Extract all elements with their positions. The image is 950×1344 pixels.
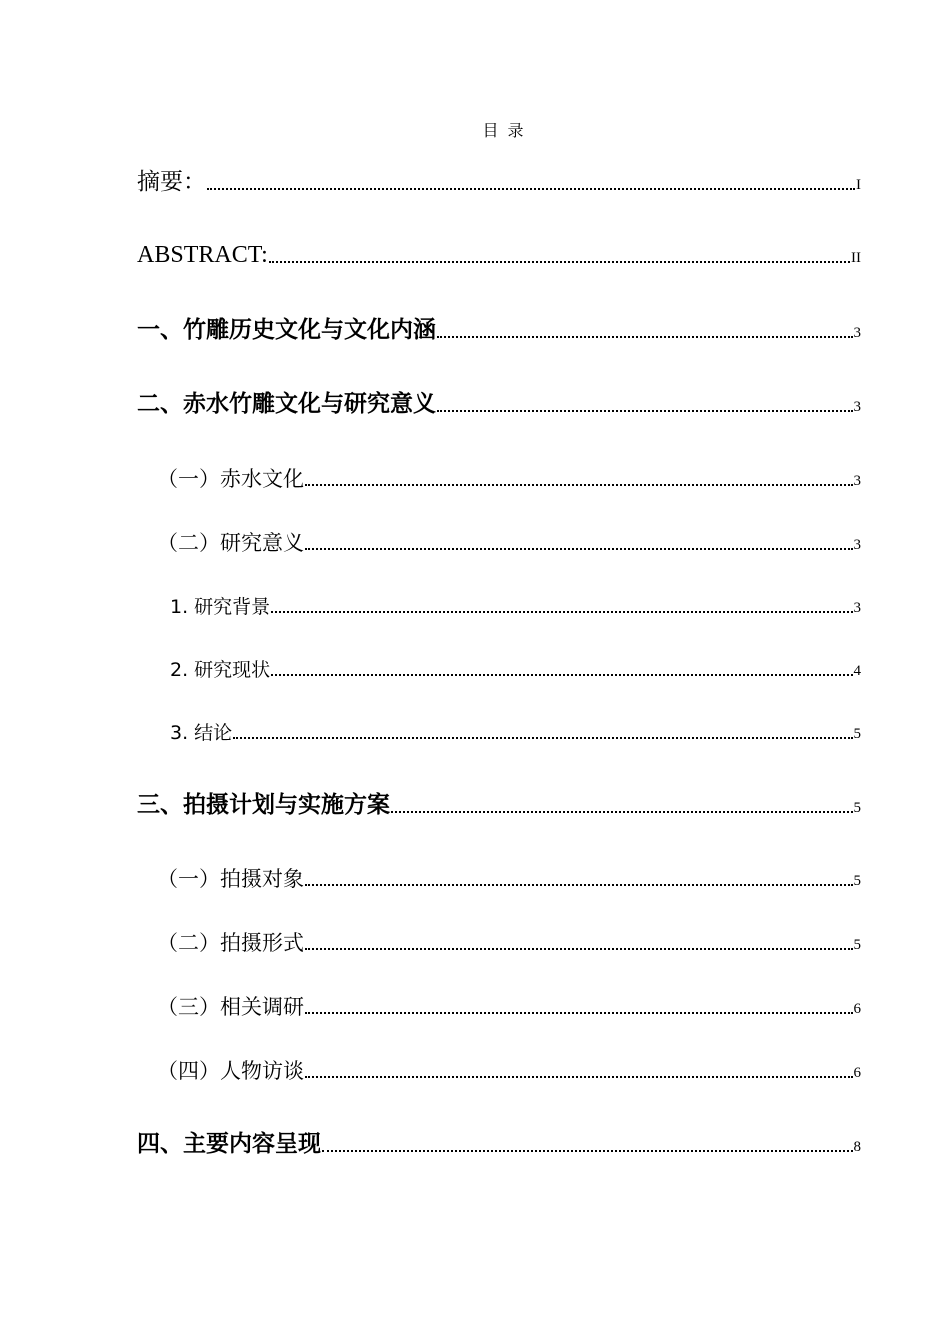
dot-leader: [305, 884, 853, 886]
toc-entry-label: 摘要：: [137, 169, 206, 195]
toc-entry-page: 3: [853, 325, 861, 341]
toc-title: 目 录: [482, 121, 526, 140]
toc-entry-section-3-3[interactable]: [157, 986, 861, 1018]
toc-entry-chapter-4[interactable]: [137, 1124, 861, 1156]
toc-entry-label: 1. 研究背景: [170, 596, 271, 618]
dot-leader: [305, 484, 853, 486]
toc-entry-label: ABSTRACT:: [137, 242, 268, 268]
dot-leader: [305, 948, 853, 950]
toc-entry-label: （四）人物访谈: [157, 1059, 304, 1083]
toc-entry-label: 四、主要内容呈现: [137, 1131, 321, 1157]
toc-entry-page: I: [856, 177, 861, 193]
toc-entry-abstract-cn[interactable]: [137, 162, 861, 194]
toc-entry-chapter-3[interactable]: [137, 785, 861, 817]
toc-entry-page: 8: [853, 1139, 861, 1155]
toc-entry-subsection-3[interactable]: [170, 711, 861, 743]
toc-entry-section-2-1[interactable]: [157, 458, 861, 490]
toc-entry-page: 6: [853, 1001, 861, 1017]
toc-entry-label: （二）拍摄形式: [157, 931, 304, 955]
toc-entry-section-3-2[interactable]: [157, 922, 861, 954]
toc-entry-abstract-en[interactable]: [137, 235, 861, 267]
toc-entry-label: （三）相关调研: [157, 995, 304, 1019]
toc-entry-page: 5: [853, 726, 861, 742]
toc-entry-page: 6: [853, 1065, 861, 1081]
toc-entry-label: 3. 结论: [170, 722, 233, 744]
toc-entry-label: 一、竹雕历史文化与文化内涵: [137, 317, 436, 343]
toc-entry-section-3-4[interactable]: [157, 1050, 861, 1082]
dot-leader: [269, 261, 850, 263]
toc-entry-page: 3: [853, 399, 861, 415]
toc-entry-subsection-1[interactable]: [170, 585, 861, 617]
dot-leader: [391, 811, 853, 813]
dot-leader: [322, 1150, 853, 1152]
dot-leader: [437, 410, 853, 412]
toc-entry-subsection-2[interactable]: [170, 648, 861, 680]
toc-entry-label: （一）赤水文化: [157, 467, 304, 491]
dot-leader: [207, 188, 855, 190]
toc-entry-label: （一）拍摄对象: [157, 867, 304, 891]
dot-leader: [271, 674, 852, 676]
dot-leader: [233, 737, 852, 739]
toc-entry-page: 3: [853, 537, 861, 553]
toc-entry-page: 5: [853, 937, 861, 953]
dot-leader: [305, 1012, 853, 1014]
toc-entry-page: 3: [853, 473, 861, 489]
toc-entry-chapter-2[interactable]: [137, 384, 861, 416]
dot-leader: [305, 1076, 853, 1078]
toc-entry-section-2-2[interactable]: [157, 522, 861, 554]
toc-entry-page: 4: [853, 663, 861, 679]
dot-leader: [305, 548, 853, 550]
toc-entry-page: 3: [853, 600, 861, 616]
toc-entry-label: （二）研究意义: [157, 531, 304, 555]
toc-entry-label: 2. 研究现状: [170, 659, 271, 681]
toc-entry-page: 5: [853, 873, 861, 889]
toc-entry-page: II: [851, 250, 861, 266]
dot-leader: [271, 611, 852, 613]
toc-entry-chapter-1[interactable]: [137, 310, 861, 342]
dot-leader: [437, 336, 853, 338]
toc-entry-page: 5: [853, 800, 861, 816]
toc-entry-section-3-1[interactable]: [157, 858, 861, 890]
toc-entry-label: 三、拍摄计划与实施方案: [137, 792, 390, 818]
toc-entry-label: 二、赤水竹雕文化与研究意义: [137, 391, 436, 417]
